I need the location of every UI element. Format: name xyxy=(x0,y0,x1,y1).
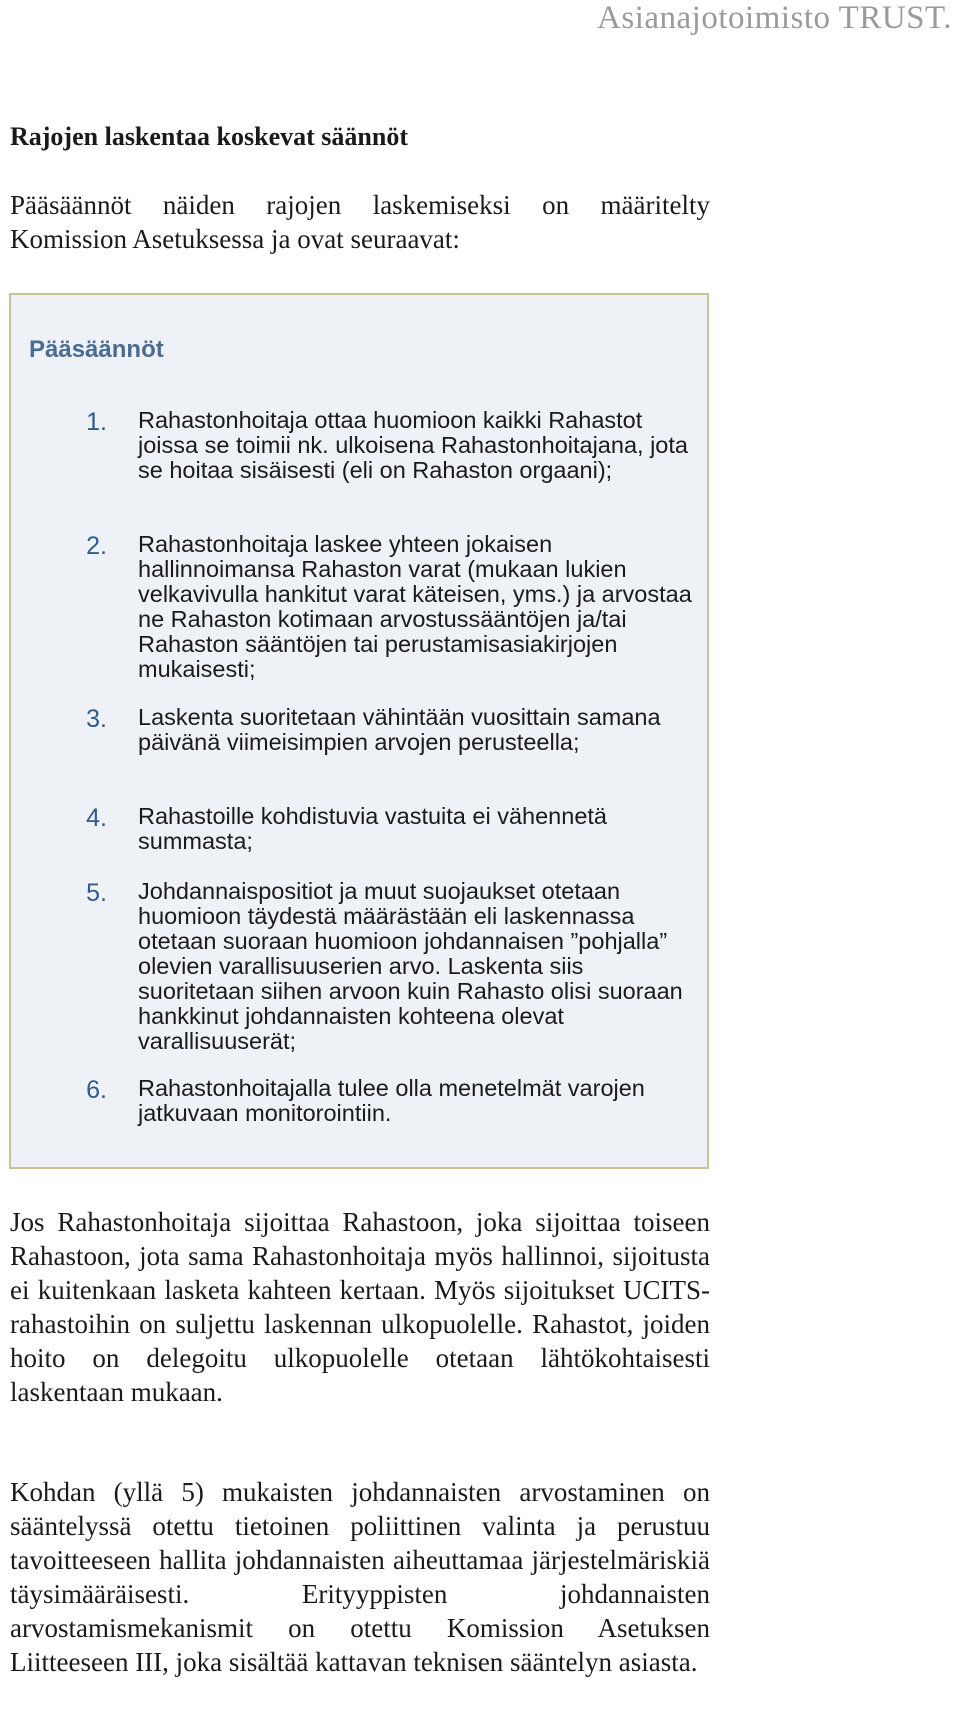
header-brand: Asianajotoimisto TRUST. xyxy=(597,0,952,36)
rules-box-title: Pääsäännöt xyxy=(29,336,164,363)
intro-paragraph: Pääsäännöt näiden rajojen laskemiseksi on määritelty Komission Asetuksessa ja ovat seuraavat: xyxy=(10,190,710,254)
rule-number: 2. xyxy=(86,532,107,560)
body-paragraph-1: Jos Rahastonhoitaja sijoittaa Rahastoon, joka sijoittaa toiseen Rahastoon, jota sama Rahastonhoitaja myös hallinnoi, sijoitusta ei kuitenkaan lasketa kahteen kertaan. Myös sijoitukset UCITS-rahastoihin on suljettu laskennan ulkopuolelle. Rahastot, joiden hoito on delegoitu ulkopuolelle otetaan lähtökohtaisesti laskentaan mukaan. xyxy=(10,1207,710,1407)
rule-text: Laskenta suoritetaan vähintään vuosittain samana päivänä viimeisimpien arvojen perusteella; xyxy=(138,704,661,755)
rules-box xyxy=(9,293,709,1169)
rule-text: Rahastonhoitaja ottaa huomioon kaikki Rahastot joissa se toimii nk. ulkoisena Rahastonhoitajana, jota se hoitaa sisäisesti (eli on Rahaston orgaani); xyxy=(138,407,688,483)
rule-text: Rahastonhoitajalla tulee olla menetelmät varojen jatkuvaan monitorointiin. xyxy=(138,1075,645,1126)
rule-number: 3. xyxy=(86,705,107,733)
rule-number: 5. xyxy=(86,879,107,907)
rule-text: Rahastonhoitaja laskee yhteen jokaisen hallinnoimansa Rahaston varat (mukaan lukien velkavivulla hankitut varat käteisen, yms.) ja arvostaa ne Rahaston kotimaan arvostussääntöjen ja/tai Rahaston sääntöjen tai perustamisasiakirjojen mukaisesti; xyxy=(138,531,692,682)
rule-text: Rahastoille kohdistuvia vastuita ei vähennetä summasta; xyxy=(138,803,607,854)
rule-text: Johdannaispositiot ja muut suojaukset otetaan huomioon täydestä määrästään eli laskennassa otetaan suoraan huomioon johdannaisen ”pohjalla” olevien varallisuuserien arvo. Laskenta siis suoritetaan siihen arvoon kuin Rahasto olisi suoraan hankkinut johdannaisten kohteena olevat varallisuuserät; xyxy=(138,878,683,1054)
rule-number: 1. xyxy=(86,408,107,436)
section-heading: Rajojen laskentaa koskevat säännöt xyxy=(10,122,408,151)
body-paragraph-2: Kohdan (yllä 5) mukaisten johdannaisten arvostaminen on sääntelyssä otettu tietoinen poliittinen valinta ja perustuu tavoitteeseen hallita johdannaisten aiheuttamaa järjestelmäriskiä täysimääräisesti. Erityyppisten johdannaisten arvostamismekanismit on otettu Komission Asetuksen Liitteeseen III, joka sisältää kattavan teknisen sääntelyn asiasta. xyxy=(10,1477,710,1677)
rule-number: 4. xyxy=(86,804,107,832)
rule-number: 6. xyxy=(86,1076,107,1104)
